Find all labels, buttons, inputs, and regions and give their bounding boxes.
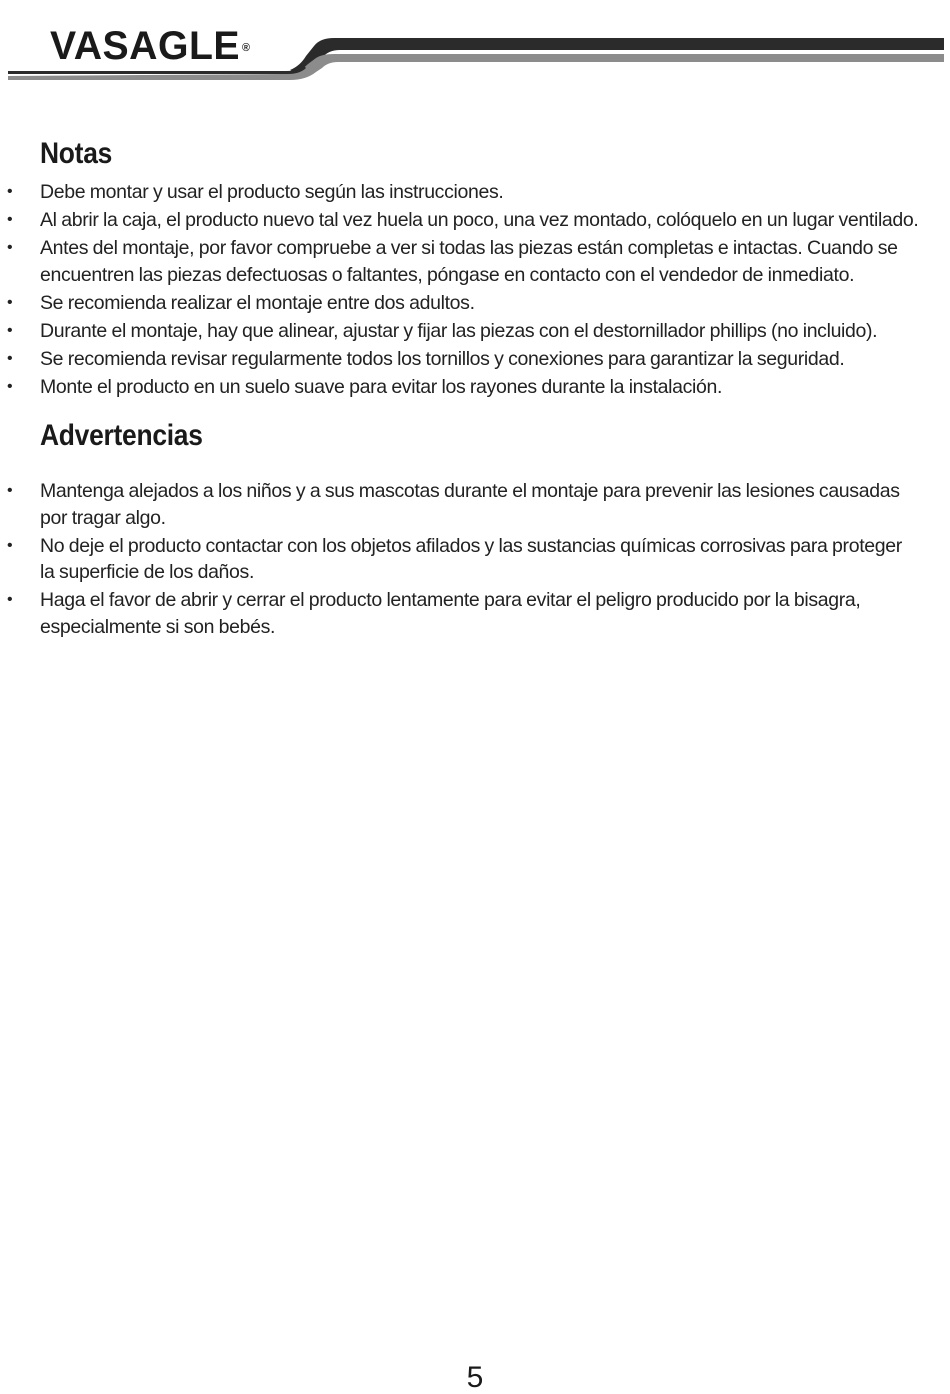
list-item-text: Mantenga alejados a los niños y a sus mascotas durante el montaje para prevenir las lesiones causadas por tragar algo. xyxy=(40,480,900,529)
brand-logo xyxy=(50,24,251,68)
bullet-icon: • xyxy=(7,377,13,395)
list-item-text: Antes del montaje, por favor compruebe a ver si todas las piezas están completas e intactas. Cuando se encuentren las piezas defectuosas o faltantes, póngase en contacto con el vendedor de inmediato. xyxy=(40,237,898,286)
bullet-icon: • xyxy=(7,183,13,200)
list-item xyxy=(0,290,950,317)
list-item-text: Debe montar y usar el producto según las instrucciones. xyxy=(40,181,504,203)
list-item xyxy=(0,235,950,288)
list-item-text: Se recomienda revisar regularmente todos los tornillos y conexiones para garantizar la seguridad. xyxy=(40,347,845,370)
registered-mark: ® xyxy=(241,42,251,54)
advertencias-heading: Advertencias xyxy=(40,419,203,452)
bullet-icon: • xyxy=(7,239,13,256)
bullet-icon: • xyxy=(7,536,13,554)
brand-name: VASAGLE xyxy=(50,24,241,68)
list-item xyxy=(0,207,950,234)
list-item xyxy=(0,374,950,401)
bullet-icon: • xyxy=(7,321,13,339)
page-header xyxy=(0,0,950,90)
list-item-text: Durante el montaje, hay que alinear, ajustar y fijar las piezas con el destornillador phillips (no incluido). xyxy=(40,319,878,342)
bullet-icon: • xyxy=(7,591,13,608)
notas-heading: Notas xyxy=(40,137,113,170)
bullet-icon: • xyxy=(7,349,13,367)
advertencias-list xyxy=(0,478,950,642)
bullet-icon: • xyxy=(7,211,13,228)
list-item-text: Se recomienda realizar el montaje entre dos adultos. xyxy=(40,291,475,314)
page-number: 5 xyxy=(466,1361,484,1394)
list-item xyxy=(0,346,950,373)
bullet-icon: • xyxy=(7,482,13,499)
list-item-text: No deje el producto contactar con los objetos afilados y las sustancias químicas corrosivas para proteger la superficie de los daños. xyxy=(40,534,902,583)
list-item-text: Al abrir la caja, el producto nuevo tal vez huela un poco, una vez montado, colóquelo en un lugar ventilado. xyxy=(40,209,919,231)
bullet-icon: • xyxy=(7,293,13,311)
list-item xyxy=(0,587,950,640)
notas-list xyxy=(0,179,950,402)
list-item xyxy=(0,478,950,531)
list-item xyxy=(0,533,950,586)
list-item xyxy=(0,318,950,345)
list-item-text: Haga el favor de abrir y cerrar el producto lentamente para evitar el peligro producido por la bisagra, especialmente si son bebés. xyxy=(40,589,861,638)
list-item xyxy=(0,179,950,206)
list-item-text: Monte el producto en un suelo suave para evitar los rayones durante la instalación. xyxy=(40,375,723,398)
